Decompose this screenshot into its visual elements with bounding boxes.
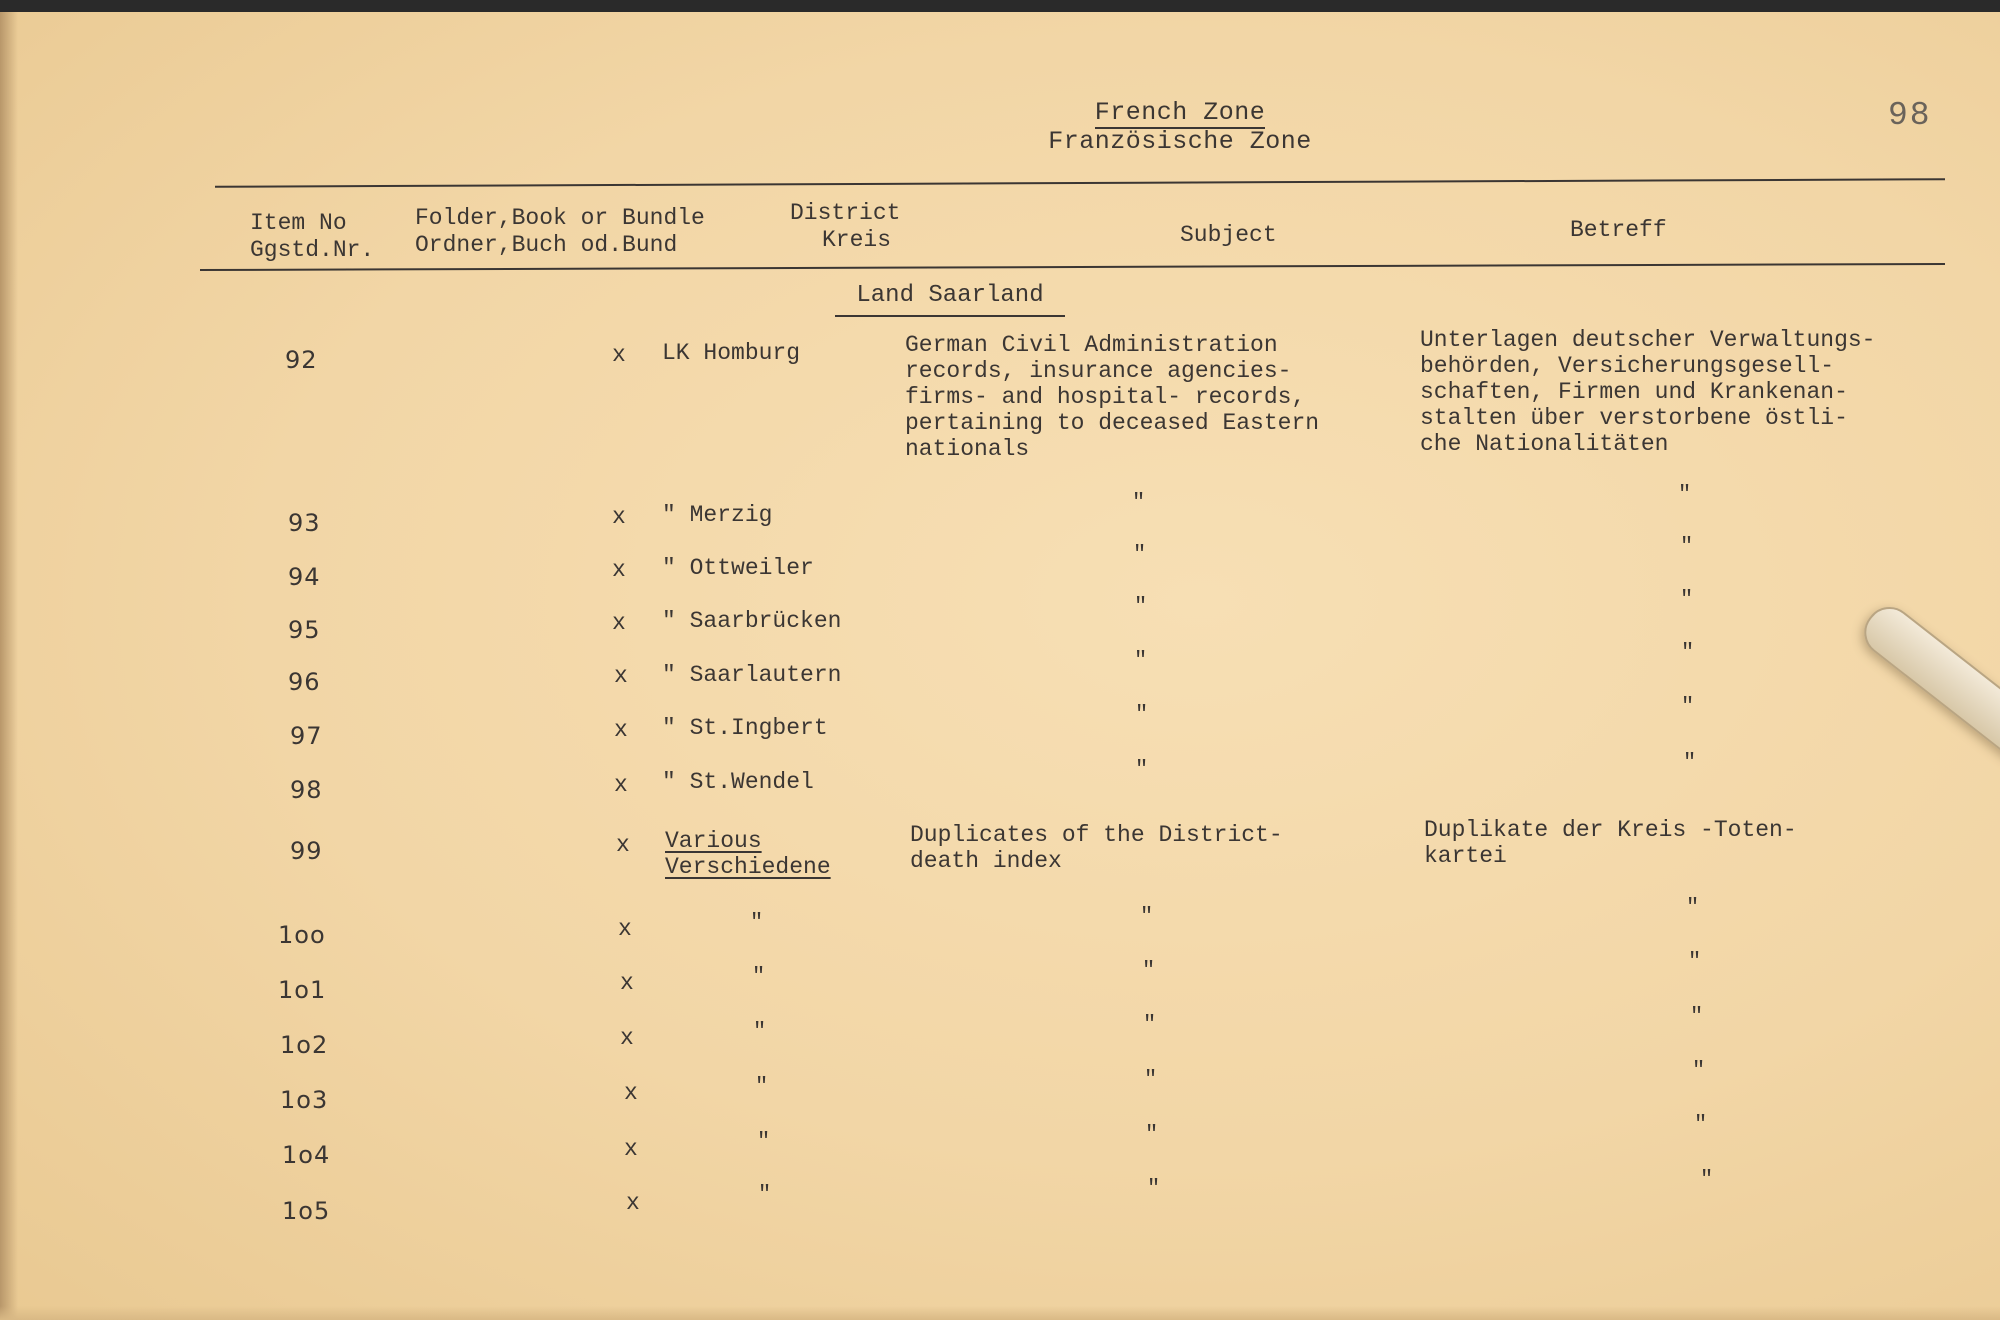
bundle-mark: x — [620, 1025, 634, 1051]
district-name: " Saarbrücken — [662, 608, 842, 634]
district-name: " Saarlautern — [662, 662, 842, 688]
subject-ditto: " — [1132, 490, 1146, 515]
bookmark-tab — [1855, 597, 2000, 768]
betreff-ditto: " — [1683, 750, 1697, 775]
subject-line: death index — [910, 848, 1062, 874]
column-header-folder — [415, 205, 705, 259]
betreff-text — [1420, 327, 1875, 457]
item-number: 1o2 — [280, 1031, 329, 1059]
betreff-line: kartei — [1424, 843, 1507, 869]
column-header-subject: Subject — [1180, 222, 1277, 248]
betreff-line: Unterlagen deutscher Verwaltungs- — [1420, 327, 1876, 353]
subject-line: pertaining to deceased Eastern — [905, 410, 1320, 436]
bundle-mark: x — [624, 1136, 638, 1162]
item-number: 99 — [290, 837, 323, 865]
bundle-mark: x — [620, 970, 634, 996]
item-number: 1o1 — [278, 976, 327, 1004]
betreff-ditto: " — [1680, 534, 1694, 559]
bundle-mark: x — [614, 717, 628, 743]
column-header-betreff: Betreff — [1570, 217, 1667, 243]
district-line: Various — [665, 828, 762, 854]
zone-title-de: Französische Zone — [1048, 127, 1312, 156]
bundle-mark: x — [612, 504, 626, 530]
betreff-ditto: " — [1700, 1167, 1714, 1192]
subject-ditto: " — [1135, 757, 1149, 782]
district-ditto: " — [758, 1182, 772, 1207]
betreff-line: che Nationalitäten — [1420, 431, 1669, 457]
betreff-line: Duplikate der Kreis -Toten- — [1424, 817, 1797, 843]
subject-line: records, insurance agencies- — [905, 358, 1292, 384]
item-number: 94 — [288, 563, 321, 591]
item-number: 98 — [290, 776, 323, 804]
district-name: " St.Ingbert — [662, 715, 828, 741]
subject-line: firms- and hospital- records, — [905, 384, 1306, 410]
betreff-line: behörden, Versicherungsgesell- — [1420, 353, 1835, 379]
item-number: 95 — [288, 616, 321, 644]
betreff-ditto: " — [1692, 1058, 1706, 1083]
item-number: 96 — [288, 668, 321, 696]
column-header-item — [250, 210, 374, 264]
district-ditto: " — [757, 1129, 771, 1154]
betreff-ditto: " — [1680, 587, 1694, 612]
page-number: 98 — [1888, 97, 1932, 134]
header-rule — [200, 263, 1945, 271]
column-item-en: Item No — [250, 210, 347, 236]
bundle-mark: x — [612, 610, 626, 636]
district-ditto: " — [755, 1074, 769, 1099]
betreff-line: stalten über verstorbene östli- — [1420, 405, 1848, 431]
betreff-ditto: " — [1688, 949, 1702, 974]
district-line: Verschiedene — [665, 854, 831, 880]
column-folder-en: Folder,Book or Bundle — [415, 205, 705, 231]
district-name: " St.Wendel — [662, 769, 814, 795]
district-name: " Ottweiler — [662, 555, 814, 581]
item-number: 1o3 — [280, 1086, 329, 1114]
bundle-mark: x — [616, 832, 630, 858]
betreff-ditto: " — [1681, 694, 1695, 719]
item-number: 93 — [288, 509, 321, 537]
item-number: 1oo — [278, 921, 326, 949]
subject-text — [910, 822, 1283, 874]
subject-ditto: " — [1135, 702, 1149, 727]
subject-ditto: " — [1140, 904, 1154, 929]
column-header-district — [790, 200, 900, 254]
betreff-ditto: " — [1686, 895, 1700, 920]
subject-ditto: " — [1147, 1176, 1161, 1201]
subject-ditto: " — [1134, 648, 1148, 673]
betreff-ditto: " — [1690, 1004, 1704, 1029]
betreff-ditto: " — [1678, 482, 1692, 507]
column-district-en: District — [790, 200, 901, 226]
subject-ditto: " — [1133, 542, 1147, 567]
bundle-mark: x — [614, 772, 628, 798]
betreff-text — [1424, 817, 1797, 869]
subject-ditto: " — [1144, 1067, 1158, 1092]
subject-text — [905, 332, 1319, 462]
district-ditto: " — [753, 1019, 767, 1044]
district-ditto: " — [750, 910, 764, 935]
subject-line: German Civil Administration — [905, 332, 1278, 358]
betreff-ditto: " — [1681, 640, 1695, 665]
district-ditto: " — [752, 964, 766, 989]
subject-ditto: " — [1143, 1012, 1157, 1037]
top-rule — [215, 178, 1945, 188]
zone-header — [900, 100, 1460, 155]
column-item-de: Ggstd.Nr. — [250, 237, 375, 263]
column-folder-de: Ordner,Buch od.Bund — [415, 232, 678, 258]
bundle-mark: x — [612, 557, 626, 583]
betreff-ditto: " — [1694, 1112, 1708, 1137]
bundle-mark: x — [626, 1190, 640, 1216]
bundle-mark: x — [614, 663, 628, 689]
section-title: Land Saarland — [835, 282, 1065, 317]
district-name: LK Homburg — [662, 340, 801, 366]
district-name — [665, 828, 831, 880]
subject-line: Duplicates of the District- — [910, 822, 1283, 848]
bundle-mark: x — [618, 916, 632, 942]
item-number: 92 — [285, 346, 318, 374]
betreff-line: schaften, Firmen und Krankenan- — [1420, 379, 1848, 405]
item-number: 1o4 — [282, 1141, 331, 1169]
zone-title-en: French Zone — [1094, 98, 1266, 127]
document-page — [0, 12, 2000, 1320]
bundle-mark: x — [612, 342, 626, 368]
page-bottom-edge — [0, 1306, 2000, 1320]
subject-line: nationals — [905, 436, 1030, 462]
district-name: " Merzig — [662, 502, 773, 528]
column-district-de: Kreis — [822, 227, 892, 253]
page-binding-shadow — [0, 12, 18, 1320]
item-number: 97 — [290, 722, 323, 750]
subject-ditto: " — [1145, 1122, 1159, 1147]
subject-ditto: " — [1142, 958, 1156, 983]
item-number: 1o5 — [282, 1197, 331, 1225]
subject-ditto: " — [1134, 594, 1148, 619]
bundle-mark: x — [624, 1080, 638, 1106]
